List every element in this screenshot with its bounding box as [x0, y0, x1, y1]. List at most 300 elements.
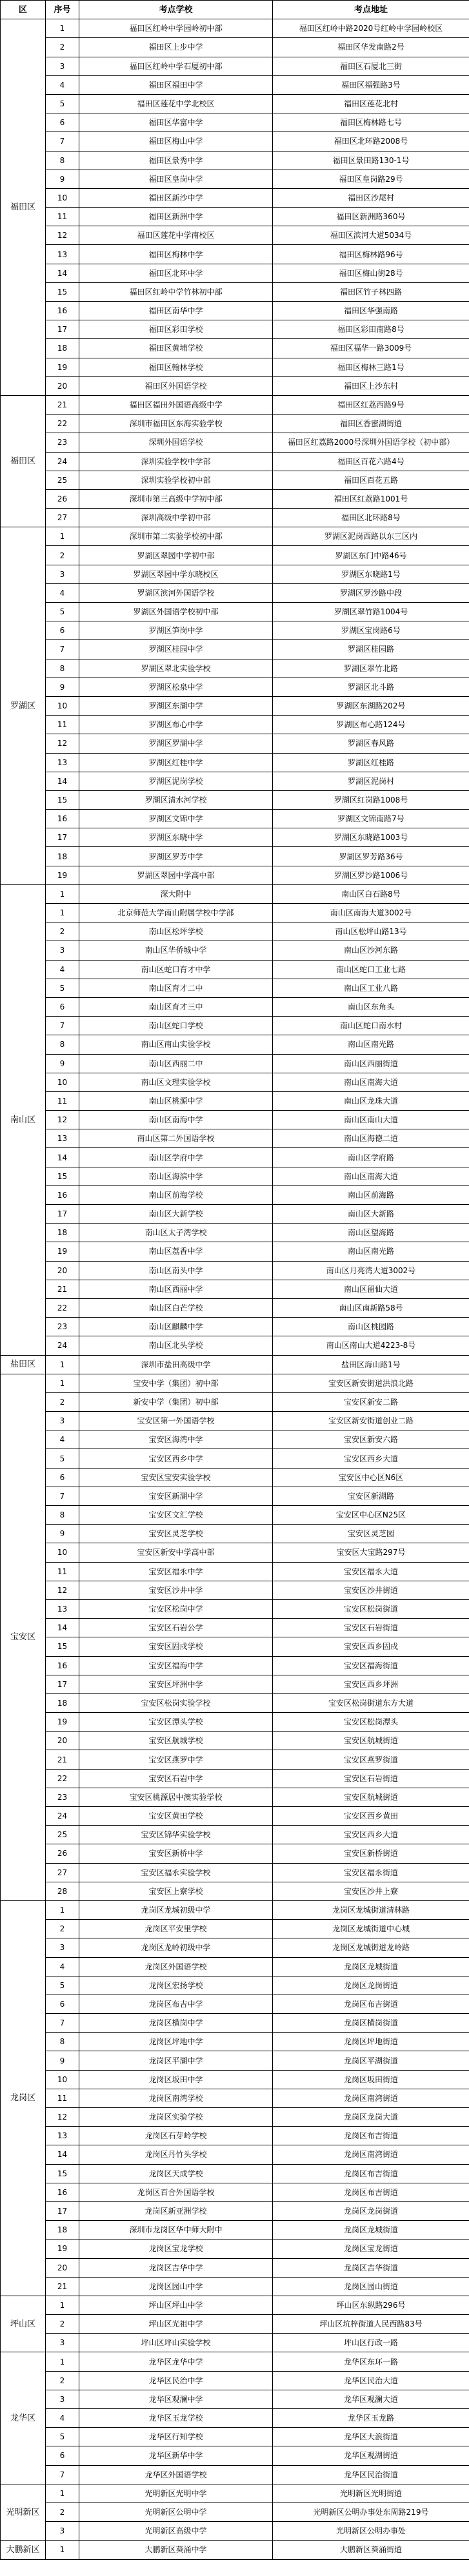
district-cell: 龙华区	[1, 2352, 46, 2484]
table-row	[1, 2258, 469, 2277]
table-row	[1, 828, 469, 847]
row-number: 14	[46, 1619, 79, 1637]
school-name: 南山区育才三中	[79, 997, 273, 1016]
school-address: 龙岗区宝龙街道	[273, 2239, 469, 2258]
school-address: 龙岗区南湾街道	[273, 2145, 469, 2164]
table-row	[1, 1675, 469, 1693]
row-number: 11	[46, 716, 79, 734]
row-number: 13	[46, 753, 79, 772]
school-name: 福田区南华中学	[79, 302, 273, 320]
table-row	[1, 2371, 469, 2390]
school-address: 福田区香蜜湖街道	[273, 415, 469, 433]
table-row	[1, 2541, 469, 2559]
row-number: 27	[46, 1863, 79, 1882]
row-number: 19	[46, 866, 79, 884]
school-address: 福田区景田路130-1号	[273, 151, 469, 170]
school-name: 宝安中学（集团）初中部	[79, 1374, 273, 1392]
table-row	[1, 734, 469, 753]
table-row	[1, 1599, 469, 1618]
row-number: 6	[46, 997, 79, 1016]
school-name: 南山区荔香中学	[79, 1242, 273, 1261]
school-name: 福田区福田中学	[79, 75, 273, 94]
table-row	[1, 2183, 469, 2201]
table-row	[1, 1374, 469, 1392]
row-number: 20	[46, 1732, 79, 1750]
school-address: 龙岗区龙岗街道	[273, 1976, 469, 1995]
school-name: 光明新区高级中学	[79, 2522, 273, 2541]
school-address: 罗湖区翠竹北路	[273, 659, 469, 678]
school-name: 南山区白芒学校	[79, 1298, 273, 1317]
school-address: 宝安区新安六路	[273, 1430, 469, 1449]
school-name: 光明新区公明中学	[79, 2503, 273, 2521]
table-row	[1, 75, 469, 94]
table-row	[1, 2428, 469, 2446]
row-number: 7	[46, 132, 79, 151]
district-cell: 罗湖区	[1, 527, 46, 885]
school-name: 宝安区燕罗中学	[79, 1750, 273, 1769]
row-number: 17	[46, 828, 79, 847]
row-number: 19	[46, 1242, 79, 1261]
school-address: 南山区留仙大道	[273, 1280, 469, 1298]
row-number: 13	[46, 2127, 79, 2145]
school-name: 宝安区海湾中学	[79, 1430, 273, 1449]
school-address: 福田区福华一路3009号	[273, 339, 469, 358]
row-number: 7	[46, 1487, 79, 1505]
school-name: 深圳市龙岗区华中师大附中	[79, 2221, 273, 2239]
row-number: 26	[46, 489, 79, 508]
school-address: 福田区彩田南路8号	[273, 320, 469, 339]
row-number: 2	[46, 1920, 79, 1938]
school-address: 宝安区新安街道洪浪北路	[273, 1374, 469, 1392]
row-number: 7	[46, 1017, 79, 1035]
table-row	[1, 132, 469, 151]
school-address: 坪山区行政一路	[273, 2334, 469, 2352]
school-name: 龙岗区实验学校	[79, 2108, 273, 2127]
school-name: 福田区黄埔学校	[79, 339, 273, 358]
school-address: 宝安区西乡黄田	[273, 1807, 469, 1826]
table-row	[1, 1543, 469, 1562]
table-row	[1, 282, 469, 301]
school-address: 宝安区西乡坪洲	[273, 1675, 469, 1693]
table-row	[1, 2446, 469, 2465]
table-row	[1, 678, 469, 696]
row-number: 24	[46, 452, 79, 471]
row-number: 17	[46, 1205, 79, 1224]
row-number: 14	[46, 772, 79, 790]
school-address: 福田区华强南路	[273, 302, 469, 320]
row-number: 1	[46, 527, 79, 546]
row-number: 9	[46, 1054, 79, 1073]
table-row	[1, 1976, 469, 1995]
row-number: 3	[46, 57, 79, 75]
school-address: 福田区石厦北三街	[273, 57, 469, 75]
row-number: 4	[46, 583, 79, 602]
table-row	[1, 1713, 469, 1732]
school-name: 南山区南头中学	[79, 1261, 273, 1280]
school-name: 福田区红岭中学园岭初中部	[79, 19, 273, 38]
table-row	[1, 1224, 469, 1242]
school-name: 龙岗区龙岭初级中学	[79, 1938, 273, 1957]
row-number: 10	[46, 696, 79, 715]
school-name: 龙华区新华中学	[79, 2446, 273, 2465]
school-address: 罗湖区东晓路1号	[273, 565, 469, 583]
row-number: 9	[46, 678, 79, 696]
school-name: 福田区华富中学	[79, 113, 273, 132]
row-number: 2	[46, 2315, 79, 2334]
table-row	[1, 2315, 469, 2334]
school-address: 宝安区新安街道创业二路	[273, 1412, 469, 1430]
table-row	[1, 904, 469, 922]
row-number: 6	[46, 621, 79, 640]
row-number: 1	[46, 19, 79, 38]
table-row	[1, 1938, 469, 1957]
school-address: 福田区莲花北村	[273, 94, 469, 113]
school-address: 南山区蛇口工业七路	[273, 960, 469, 979]
school-address: 南山区南海大道	[273, 1167, 469, 1186]
table-row	[1, 810, 469, 828]
table-row	[1, 1111, 469, 1129]
school-address: 罗湖区泥岗村	[273, 772, 469, 790]
school-address: 大鹏新区葵涌街道	[273, 2541, 469, 2559]
table-row	[1, 2352, 469, 2371]
school-address: 南山区南新路58号	[273, 1298, 469, 1317]
row-number: 24	[46, 1336, 79, 1355]
school-address: 龙华区观湖街道	[273, 2446, 469, 2465]
school-name: 宝安区文汇学校	[79, 1506, 273, 1525]
table-row	[1, 2164, 469, 2183]
school-name: 龙岗区坂田中学	[79, 2070, 273, 2089]
table-row	[1, 1581, 469, 1599]
school-address: 龙岗区布吉街道	[273, 1995, 469, 2013]
school-address: 宝安区灵芝园	[273, 1525, 469, 1543]
school-name: 宝安区福永实验学校	[79, 1863, 273, 1882]
table-row	[1, 2127, 469, 2145]
school-name: 宝安区福永中学	[79, 1562, 273, 1581]
row-number: 1	[46, 2352, 79, 2371]
row-number: 21	[46, 395, 79, 414]
school-address: 罗湖区宝岗路6号	[273, 621, 469, 640]
school-address: 宝安区新桥街道	[273, 1844, 469, 1863]
school-name: 宝安区松岗实验学校	[79, 1693, 273, 1712]
school-name: 龙岗区平安里学校	[79, 1920, 273, 1938]
school-name: 宝安区新安中学高中部	[79, 1543, 273, 1562]
table-row	[1, 415, 469, 433]
table-row	[1, 2201, 469, 2220]
table-row	[1, 527, 469, 546]
row-number: 1	[46, 1900, 79, 1919]
row-number: 7	[46, 2465, 79, 2484]
district-cell: 宝安区	[1, 1374, 46, 1900]
school-name: 罗湖区文锦中学	[79, 810, 273, 828]
school-address: 龙岗区坪地街道	[273, 2033, 469, 2051]
table-row	[1, 509, 469, 527]
school-name: 宝安区灵芝学校	[79, 1525, 273, 1543]
row-number: 4	[46, 2409, 79, 2428]
table-row	[1, 2108, 469, 2127]
school-address: 宝安区福海街道	[273, 1656, 469, 1675]
school-name: 福田区莲花中学南校区	[79, 226, 273, 245]
row-number: 2	[46, 1392, 79, 1411]
table-row	[1, 2014, 469, 2033]
row-number: 15	[46, 2164, 79, 2183]
school-name: 龙岗区石芽岭学校	[79, 2127, 273, 2145]
table-row	[1, 716, 469, 734]
table-row	[1, 1506, 469, 1525]
school-name: 龙岗区百合外国语学校	[79, 2183, 273, 2201]
school-name: 深圳市第三高级中学初中部	[79, 489, 273, 508]
school-name: 福田区翰林学校	[79, 358, 273, 376]
table-row	[1, 1412, 469, 1430]
school-name: 宝安区沙井中学	[79, 1581, 273, 1599]
school-name: 北京师范大学南山附属学校中学部	[79, 904, 273, 922]
row-number: 3	[46, 565, 79, 583]
row-number: 11	[46, 1091, 79, 1110]
school-name: 龙华区龙华中学	[79, 2352, 273, 2371]
row-number: 3	[46, 2390, 79, 2408]
school-name: 龙岗区丹竹头学校	[79, 2145, 273, 2164]
school-address: 福田区梅林三路1号	[273, 358, 469, 376]
row-number: 3	[46, 1938, 79, 1957]
row-number: 12	[46, 226, 79, 245]
row-number: 21	[46, 1280, 79, 1298]
table-row	[1, 1449, 469, 1468]
row-number: 28	[46, 1882, 79, 1900]
school-name: 罗湖区红桂中学	[79, 753, 273, 772]
row-number: 1	[46, 2484, 79, 2503]
school-address: 龙华区民治街道	[273, 2465, 469, 2484]
school-name: 南山区蛇口育才中学	[79, 960, 273, 979]
table-row	[1, 1487, 469, 1505]
school-address: 宝安区中心区N25区	[273, 1506, 469, 1525]
school-address: 龙岗区龙城街道	[273, 1957, 469, 1976]
school-address: 宝安区沙井上寮	[273, 1882, 469, 1900]
school-address: 南山区蛇口南水村	[273, 1017, 469, 1035]
row-number: 3	[46, 1412, 79, 1430]
table-row	[1, 2277, 469, 2296]
row-number: 18	[46, 1224, 79, 1242]
school-name: 龙岗区宏扬学校	[79, 1976, 273, 1995]
school-name: 罗湖区松泉中学	[79, 678, 273, 696]
table-row	[1, 1392, 469, 1411]
table-row	[1, 1430, 469, 1449]
table-row	[1, 1525, 469, 1543]
row-number: 22	[46, 415, 79, 433]
table-row	[1, 583, 469, 602]
row-number: 16	[46, 810, 79, 828]
table-row	[1, 302, 469, 320]
school-address: 龙岗区龙岗大道	[273, 2108, 469, 2127]
school-name: 宝安区第一外国语学校	[79, 1412, 273, 1430]
school-name: 南山区西丽中学	[79, 1280, 273, 1298]
school-name: 罗湖区泥岗学校	[79, 772, 273, 790]
district-cell: 大鹏新区	[1, 2541, 46, 2559]
table-row	[1, 2239, 469, 2258]
table-row	[1, 884, 469, 903]
school-name: 罗湖区布心中学	[79, 716, 273, 734]
school-address: 福田区梅林路96号	[273, 245, 469, 264]
school-name: 福田区福田外国语高级中学	[79, 395, 273, 414]
school-address: 宝安区新安二路	[273, 1392, 469, 1411]
school-name: 深圳市盐田高级中学	[79, 1355, 273, 1374]
school-name: 福田区莲花中学北校区	[79, 94, 273, 113]
school-name: 龙华区外国语学校	[79, 2465, 273, 2484]
school-address: 罗湖区红岗路1008号	[273, 790, 469, 809]
school-address: 龙岗区布吉街道	[273, 2183, 469, 2201]
table-row	[1, 1788, 469, 1806]
school-name: 宝安区上寮学校	[79, 1882, 273, 1900]
header-district: 区	[1, 1, 46, 19]
school-address: 宝安区松岗潭头	[273, 1713, 469, 1732]
table-row	[1, 866, 469, 884]
row-number: 27	[46, 509, 79, 527]
row-number: 12	[46, 1581, 79, 1599]
school-address: 福田区皇岗路29号	[273, 170, 469, 188]
row-number: 8	[46, 1506, 79, 1525]
school-address: 南山区大新路	[273, 1205, 469, 1224]
table-row	[1, 2503, 469, 2521]
row-number: 1	[46, 2541, 79, 2559]
row-number: 24	[46, 1807, 79, 1826]
school-address: 罗湖区红桂路	[273, 753, 469, 772]
school-address: 光明新区光明街道	[273, 2484, 469, 2503]
row-number: 3	[46, 941, 79, 960]
school-address: 宝安区西乡大道	[273, 1449, 469, 1468]
school-address: 福田区梅山街28号	[273, 264, 469, 282]
row-number: 5	[46, 94, 79, 113]
school-address: 南山区南海大道	[273, 1073, 469, 1091]
school-name: 罗湖区罗湖中学	[79, 734, 273, 753]
school-address: 宝安区福永街道	[273, 1863, 469, 1882]
row-number: 2	[46, 2503, 79, 2521]
table-row	[1, 1261, 469, 1280]
row-number: 9	[46, 1525, 79, 1543]
school-address: 南山区南山大道	[273, 1111, 469, 1129]
school-name: 宝安区石岩公学	[79, 1619, 273, 1637]
school-address: 龙岗区横岗街道	[273, 2014, 469, 2033]
row-number: 20	[46, 2258, 79, 2277]
table-row	[1, 1807, 469, 1826]
row-number: 4	[46, 75, 79, 94]
row-number: 20	[46, 376, 79, 395]
school-address: 福田区百花六路4号	[273, 452, 469, 471]
school-name: 罗湖区桂园中学	[79, 640, 273, 659]
school-address: 龙岗区龙城街道中心城	[273, 1920, 469, 1938]
school-address: 龙华区民治大道	[273, 2371, 469, 2390]
district-cell: 盐田区	[1, 1355, 46, 1374]
header-number: 序号	[46, 1, 79, 19]
school-address: 福田区沙尾村	[273, 188, 469, 207]
school-name: 宝安区福海中学	[79, 1656, 273, 1675]
school-name: 龙岗区外国语学校	[79, 1957, 273, 1976]
school-address: 南山区西丽街道	[273, 1054, 469, 1073]
school-name: 龙岗区宝龙学校	[79, 2239, 273, 2258]
row-number: 21	[46, 1750, 79, 1769]
school-name: 新安中学（集团）初中部	[79, 1392, 273, 1411]
table-row	[1, 170, 469, 188]
school-name: 深圳实验学校初中部	[79, 471, 273, 489]
row-number: 18	[46, 339, 79, 358]
school-name: 宝安区潭头学校	[79, 1713, 273, 1732]
school-name: 南山区南山实验学校	[79, 1035, 273, 1054]
school-address: 南山区南山大道4223-8号	[273, 1336, 469, 1355]
school-address: 坪山区东纵路296号	[273, 2296, 469, 2314]
row-number: 6	[46, 1995, 79, 2013]
school-name: 南山区文理实验学校	[79, 1073, 273, 1091]
school-address: 罗湖区布心路124号	[273, 716, 469, 734]
table-row	[1, 1280, 469, 1298]
table-row	[1, 659, 469, 678]
row-number: 2	[46, 922, 79, 941]
table-row	[1, 2070, 469, 2089]
row-number: 1	[46, 1355, 79, 1374]
row-number: 17	[46, 320, 79, 339]
table-row	[1, 1637, 469, 1656]
school-address: 罗湖区东晓路1003号	[273, 828, 469, 847]
school-name: 宝安区新桥中学	[79, 1844, 273, 1863]
table-row	[1, 358, 469, 376]
row-number: 13	[46, 1599, 79, 1618]
school-address: 宝安区新湖路	[273, 1487, 469, 1505]
row-number: 3	[46, 2334, 79, 2352]
school-address: 罗湖区东门中路46号	[273, 546, 469, 565]
school-address: 南山区前海路	[273, 1186, 469, 1204]
district-cell: 福田区	[1, 19, 46, 396]
school-name: 福田区北环中学	[79, 264, 273, 282]
school-address: 龙岗区龙城街道清林路	[273, 1900, 469, 1919]
school-address: 福田区红荔西路9号	[273, 395, 469, 414]
row-number: 4	[46, 960, 79, 979]
row-number: 4	[46, 1430, 79, 1449]
school-address: 南山区白石路8号	[273, 884, 469, 903]
school-address: 福田区红荔路2000号深圳外国语学校（初中部）	[273, 433, 469, 452]
table-row	[1, 94, 469, 113]
school-address: 福田区梅林路七号	[273, 113, 469, 132]
school-name: 龙岗区南湾学校	[79, 2089, 273, 2107]
school-name: 龙岗区天成学校	[79, 2164, 273, 2183]
school-address: 龙岗区南湾街道	[273, 2089, 469, 2107]
table-row	[1, 1619, 469, 1637]
table-row	[1, 19, 469, 38]
table-row	[1, 320, 469, 339]
school-address: 宝安区航城街道	[273, 1788, 469, 1806]
school-name: 龙华区观澜中学	[79, 2390, 273, 2408]
school-name: 宝安区西乡中学	[79, 1449, 273, 1468]
table-row	[1, 1091, 469, 1110]
school-address: 龙岗区园山街道	[273, 2277, 469, 2296]
school-name: 福田区梅山中学	[79, 132, 273, 151]
row-number: 2	[46, 38, 79, 57]
school-address: 罗湖区罗沙路中段	[273, 583, 469, 602]
table-row	[1, 57, 469, 75]
row-number: 18	[46, 2221, 79, 2239]
row-number: 23	[46, 1788, 79, 1806]
table-row	[1, 2409, 469, 2428]
table-row	[1, 546, 469, 565]
school-name: 南山区蛇口学校	[79, 1017, 273, 1035]
school-address: 福田区华发南路2号	[273, 38, 469, 57]
table-body	[1, 19, 469, 2559]
table-row	[1, 753, 469, 772]
school-address: 宝安区石岩街道	[273, 1619, 469, 1637]
row-number: 8	[46, 2033, 79, 2051]
school-name: 罗湖区罗芳中学	[79, 847, 273, 866]
school-name: 宝安区宝安实验学校	[79, 1468, 273, 1487]
school-name: 宝安区松岗中学	[79, 1599, 273, 1618]
row-number: 8	[46, 1035, 79, 1054]
school-address: 南山区龙珠大道	[273, 1091, 469, 1110]
row-number: 10	[46, 188, 79, 207]
school-name: 深圳实验学校中学部	[79, 452, 273, 471]
